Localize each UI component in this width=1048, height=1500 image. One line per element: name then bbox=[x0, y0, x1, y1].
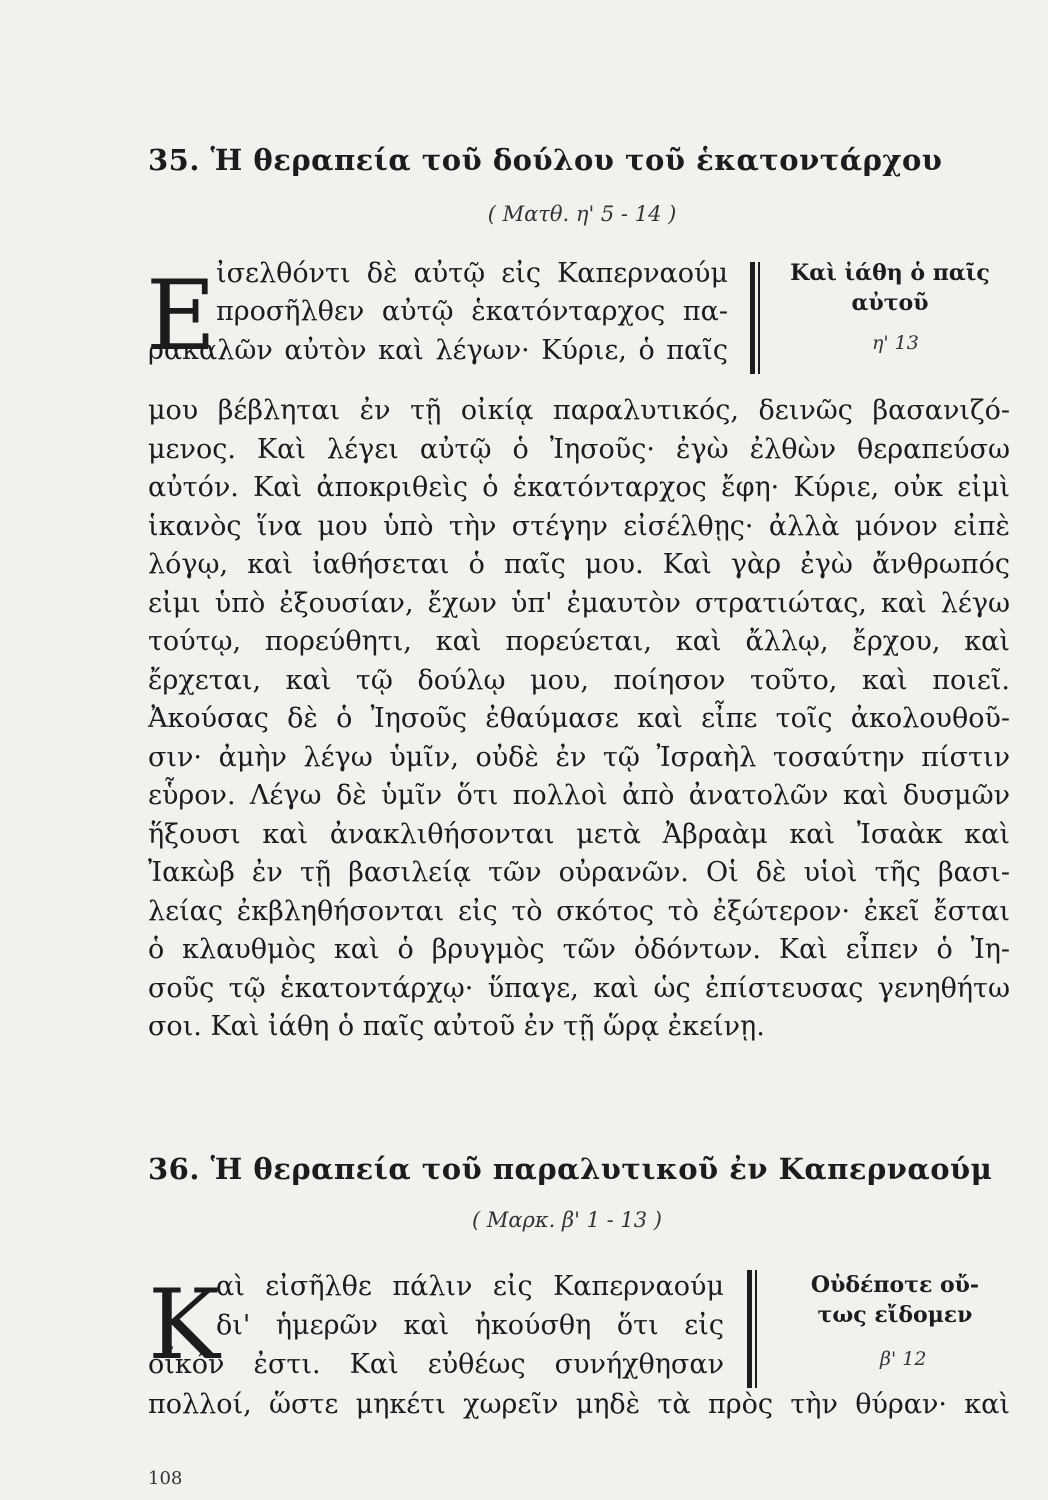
margin-rule bbox=[747, 1270, 752, 1388]
text-line: ἥξουσι καὶ ἀνακλιθήσονται μετὰ Ἀβραὰμ καὶ Ἰσαὰκ καὶ bbox=[148, 818, 1010, 850]
text-line: ἔρχεται, καὶ τῷ δούλῳ μου, ποίησον τοῦτο, καὶ ποιεῖ. bbox=[148, 664, 1010, 696]
section-36-heading: 36. Ἡ θεραπεία τοῦ παραλυτικοῦ ἐν Καπερναούμ bbox=[148, 1152, 993, 1186]
section-35-drop-cap: Ε bbox=[146, 260, 217, 372]
section-36-first-line-3: οἶκόν ἐστι. Καὶ εὐθέως συνήχθησαν bbox=[148, 1349, 724, 1380]
section-35-margin-note bbox=[770, 258, 1010, 318]
text-line: εὗρον. Λέγω δὲ ὑμῖν ὅτι πολλοὶ ἀπὸ ἀνατολῶν καὶ δυσμῶν bbox=[148, 780, 1010, 811]
section-36-body bbox=[148, 1386, 1010, 1425]
text-line: αὐτόν. Καὶ ἀποκριθεὶς ὁ ἑκατόνταρχος ἔφη· Κύριε, οὐκ εἰμὶ bbox=[148, 472, 1010, 503]
margin-rule bbox=[750, 262, 755, 374]
text-line: ἱκανὸς ἵνα μου ὑπὸ τὴν στέγην εἰσέλθῃς· ἀλλὰ μόνον εἰπὲ bbox=[148, 510, 1010, 542]
page-number: 108 bbox=[148, 1468, 183, 1489]
text-line: πολλοί, ὥστε μηκέτι χωρεῖν μηδὲ τὰ πρὸς τὴν θύραν· καὶ bbox=[148, 1389, 1010, 1420]
section-36-reference: ( Μαρκ. β' 1 - 13 ) bbox=[471, 1208, 662, 1232]
margin-note-line: Οὐδέποτε οὔ- bbox=[810, 1272, 980, 1298]
margin-note-line: Καὶ ἰάθη ὁ παῖς bbox=[790, 260, 990, 286]
margin-note-line: τως εἴδομεν bbox=[817, 1302, 973, 1328]
margin-rule-thin bbox=[755, 1270, 757, 1388]
margin-rule-thin bbox=[758, 262, 760, 374]
text-line: λόγῳ, καὶ ἰαθήσεται ὁ παῖς μου. Καὶ γὰρ ἐγὼ ἄνθρωπός bbox=[148, 549, 1010, 580]
section-35-heading: 35. Ἡ θεραπεία τοῦ δούλου τοῦ ἑκατοντάρχου bbox=[148, 143, 943, 177]
text-line: σιν· ἀμὴν λέγω ὑμῖν, οὐδὲ ἐν τῷ Ἰσραὴλ τοσαύτην πίστιν bbox=[148, 741, 1010, 773]
section-36-margin-note bbox=[770, 1270, 1020, 1330]
text-line: λείας ἐκβληθήσονται εἰς τὸ σκότος τὸ ἐξώτερον· ἐκεῖ ἔσται bbox=[148, 895, 1010, 927]
section-36-first-line-2: δι' ἡμερῶν καὶ ἠκούσθη ὅτι εἰς bbox=[216, 1310, 724, 1341]
section-36-margin-ref: β' 12 bbox=[880, 1348, 927, 1370]
section-35-first-line-2: προσῆλθεν αὐτῷ ἑκατόνταρχος πα- bbox=[216, 296, 728, 327]
margin-note-line: αὐτοῦ bbox=[851, 290, 929, 316]
section-36-first-line-1: αὶ εἰσῆλθε πάλιν εἰς Καπερναούμ bbox=[216, 1271, 724, 1302]
text-line: μου βέβληται ἐν τῇ οἰκίᾳ παραλυτικός, δεινῶς βασανιζό- bbox=[148, 395, 1010, 426]
section-35-margin-ref: η' 13 bbox=[872, 332, 919, 354]
text-line: εἰμι ὑπὸ ἐξουσίαν, ἔχων ὑπ' ἐμαυτὸν στρατιώτας, καὶ λέγω bbox=[148, 587, 1010, 619]
section-35-first-line-3: ρακαλῶν αὐτὸν καὶ λέγων· Κύριε, ὁ παῖς bbox=[148, 335, 728, 366]
section-35-body bbox=[148, 392, 1010, 1047]
text-line: Ἀκούσας δὲ ὁ Ἰησοῦς ἐθαύμασε καὶ εἶπε τοῖς ἀκολουθοῦ- bbox=[148, 703, 1010, 734]
text-line: σοῦς τῷ ἑκατοντάρχῳ· ὕπαγε, καὶ ὡς ἐπίστευσας γενηθήτω bbox=[148, 972, 1010, 1004]
text-line: Ἰακὼβ ἐν τῇ βασιλείᾳ τῶν οὐρανῶν. Οἱ δὲ υἱοὶ τῆς βασι- bbox=[148, 857, 1010, 888]
text-line: μενος. Καὶ λέγει αὐτῷ ὁ Ἰησοῦς· ἐγὼ ἐλθὼν θεραπεύσω bbox=[148, 433, 1010, 465]
section-35-reference: ( Ματθ. η' 5 - 14 ) bbox=[487, 202, 677, 226]
text-line: ὁ κλαυθμὸς καὶ ὁ βρυγμὸς τῶν ὀδόντων. Καὶ εἶπεν ὁ Ἰη- bbox=[148, 934, 1010, 965]
text-line: σοι. Καὶ ἰάθη ὁ παῖς αὐτοῦ ἐν τῇ ὥρᾳ ἐκείνῃ. bbox=[148, 1011, 765, 1042]
text-line: τούτῳ, πορεύθητι, καὶ πορεύεται, καὶ ἄλλῳ, ἔρχου, καὶ bbox=[148, 626, 1010, 657]
section-35-first-line-1: ἰσελθόντι δὲ αὐτῷ εἰς Καπερναούμ bbox=[216, 258, 728, 289]
section-36-drop-cap: Κ bbox=[148, 1269, 220, 1381]
